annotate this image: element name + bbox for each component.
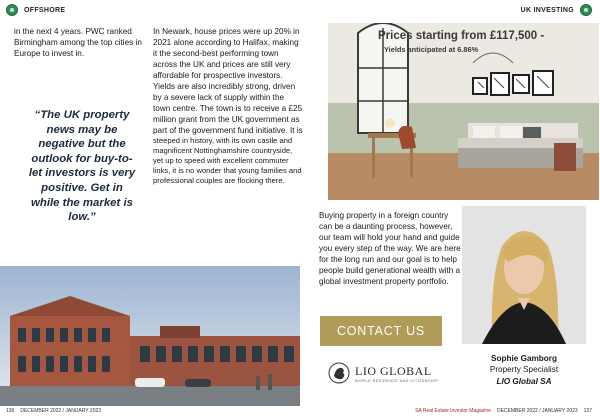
- portrait-photo: [462, 206, 586, 344]
- magazine-logo-icon: [6, 4, 18, 16]
- footer-right: [415, 408, 592, 414]
- column2-paragraph1: In Newark, house prices were up 20% in 2021 alone according to Halifax, making it the second-best performing town across the UK and prices are still very affordable for prospective investors. Yields are also incredibly strong, driven by a severe lack of supply within the town centre. The town is to receive a £25 million grant from the UK government as part of the government fund initiative. It is: [153, 27, 303, 135]
- column2-text: [153, 26, 303, 186]
- footer-left: [6, 408, 101, 414]
- issue-date-right: DECEMBER 2022 / JANUARY 2023: [496, 408, 578, 414]
- lion-icon: [328, 362, 350, 384]
- price-banner: Prices starting from £117,500 -: [378, 30, 545, 42]
- page-number-left: 136: [6, 408, 15, 414]
- person-portrait-illustration: [462, 206, 586, 344]
- header-left: [6, 4, 65, 16]
- issue-date-left: DECEMBER 2022 / JANUARY 2023: [20, 408, 102, 414]
- brand-tagline: WORLD RESIDENCE AND CITIZENSHIP: [355, 378, 439, 383]
- person-role: Property Specialist: [489, 365, 559, 374]
- person-name: Sophie Gamborg: [491, 354, 557, 363]
- section-label-offshore: OFFSHORE: [24, 6, 66, 14]
- contact-us-button[interactable]: CONTACT US: [320, 316, 442, 346]
- section-label-uk-investing: UK INVESTING: [520, 6, 574, 14]
- factory-photo: [0, 266, 300, 406]
- lio-global-logo: [328, 362, 438, 384]
- column1-text: in the next 4 years. PWC ranked Birmingham among the top cities in Europe to invest in.: [14, 27, 142, 58]
- column2-paragraph2: steeped in history, with its own castle and magnificent Nottinghamshire countryside, yet up to speed with excellent commuter links, it is no wonder that young families and professional couples are flocking there.: [153, 136, 302, 185]
- page-number-right: 137: [583, 408, 592, 414]
- person-company: LIO Global SA: [496, 377, 552, 386]
- yields-text: Yields anticipated at 6.86%: [384, 45, 479, 54]
- pull-quote: “The UK property news may be negative but the outlook for buy-to-let investors is very positive. Get in while the market is low.”: [28, 109, 136, 224]
- factory-illustration: [0, 266, 300, 406]
- brand-name: LIO GLOBAL: [355, 363, 432, 378]
- column3-text: Buying property in a foreign country can be a daunting process, however, our team will hold your hand and guide you every step of the way. We are here for the long run and our goal is to help people build generational wealth with a global investment property portfolio.: [319, 211, 461, 286]
- magazine-name: SA Real Estate Investor Magazine: [415, 408, 491, 414]
- magazine-logo-icon: [580, 4, 592, 16]
- header-right: [521, 4, 592, 16]
